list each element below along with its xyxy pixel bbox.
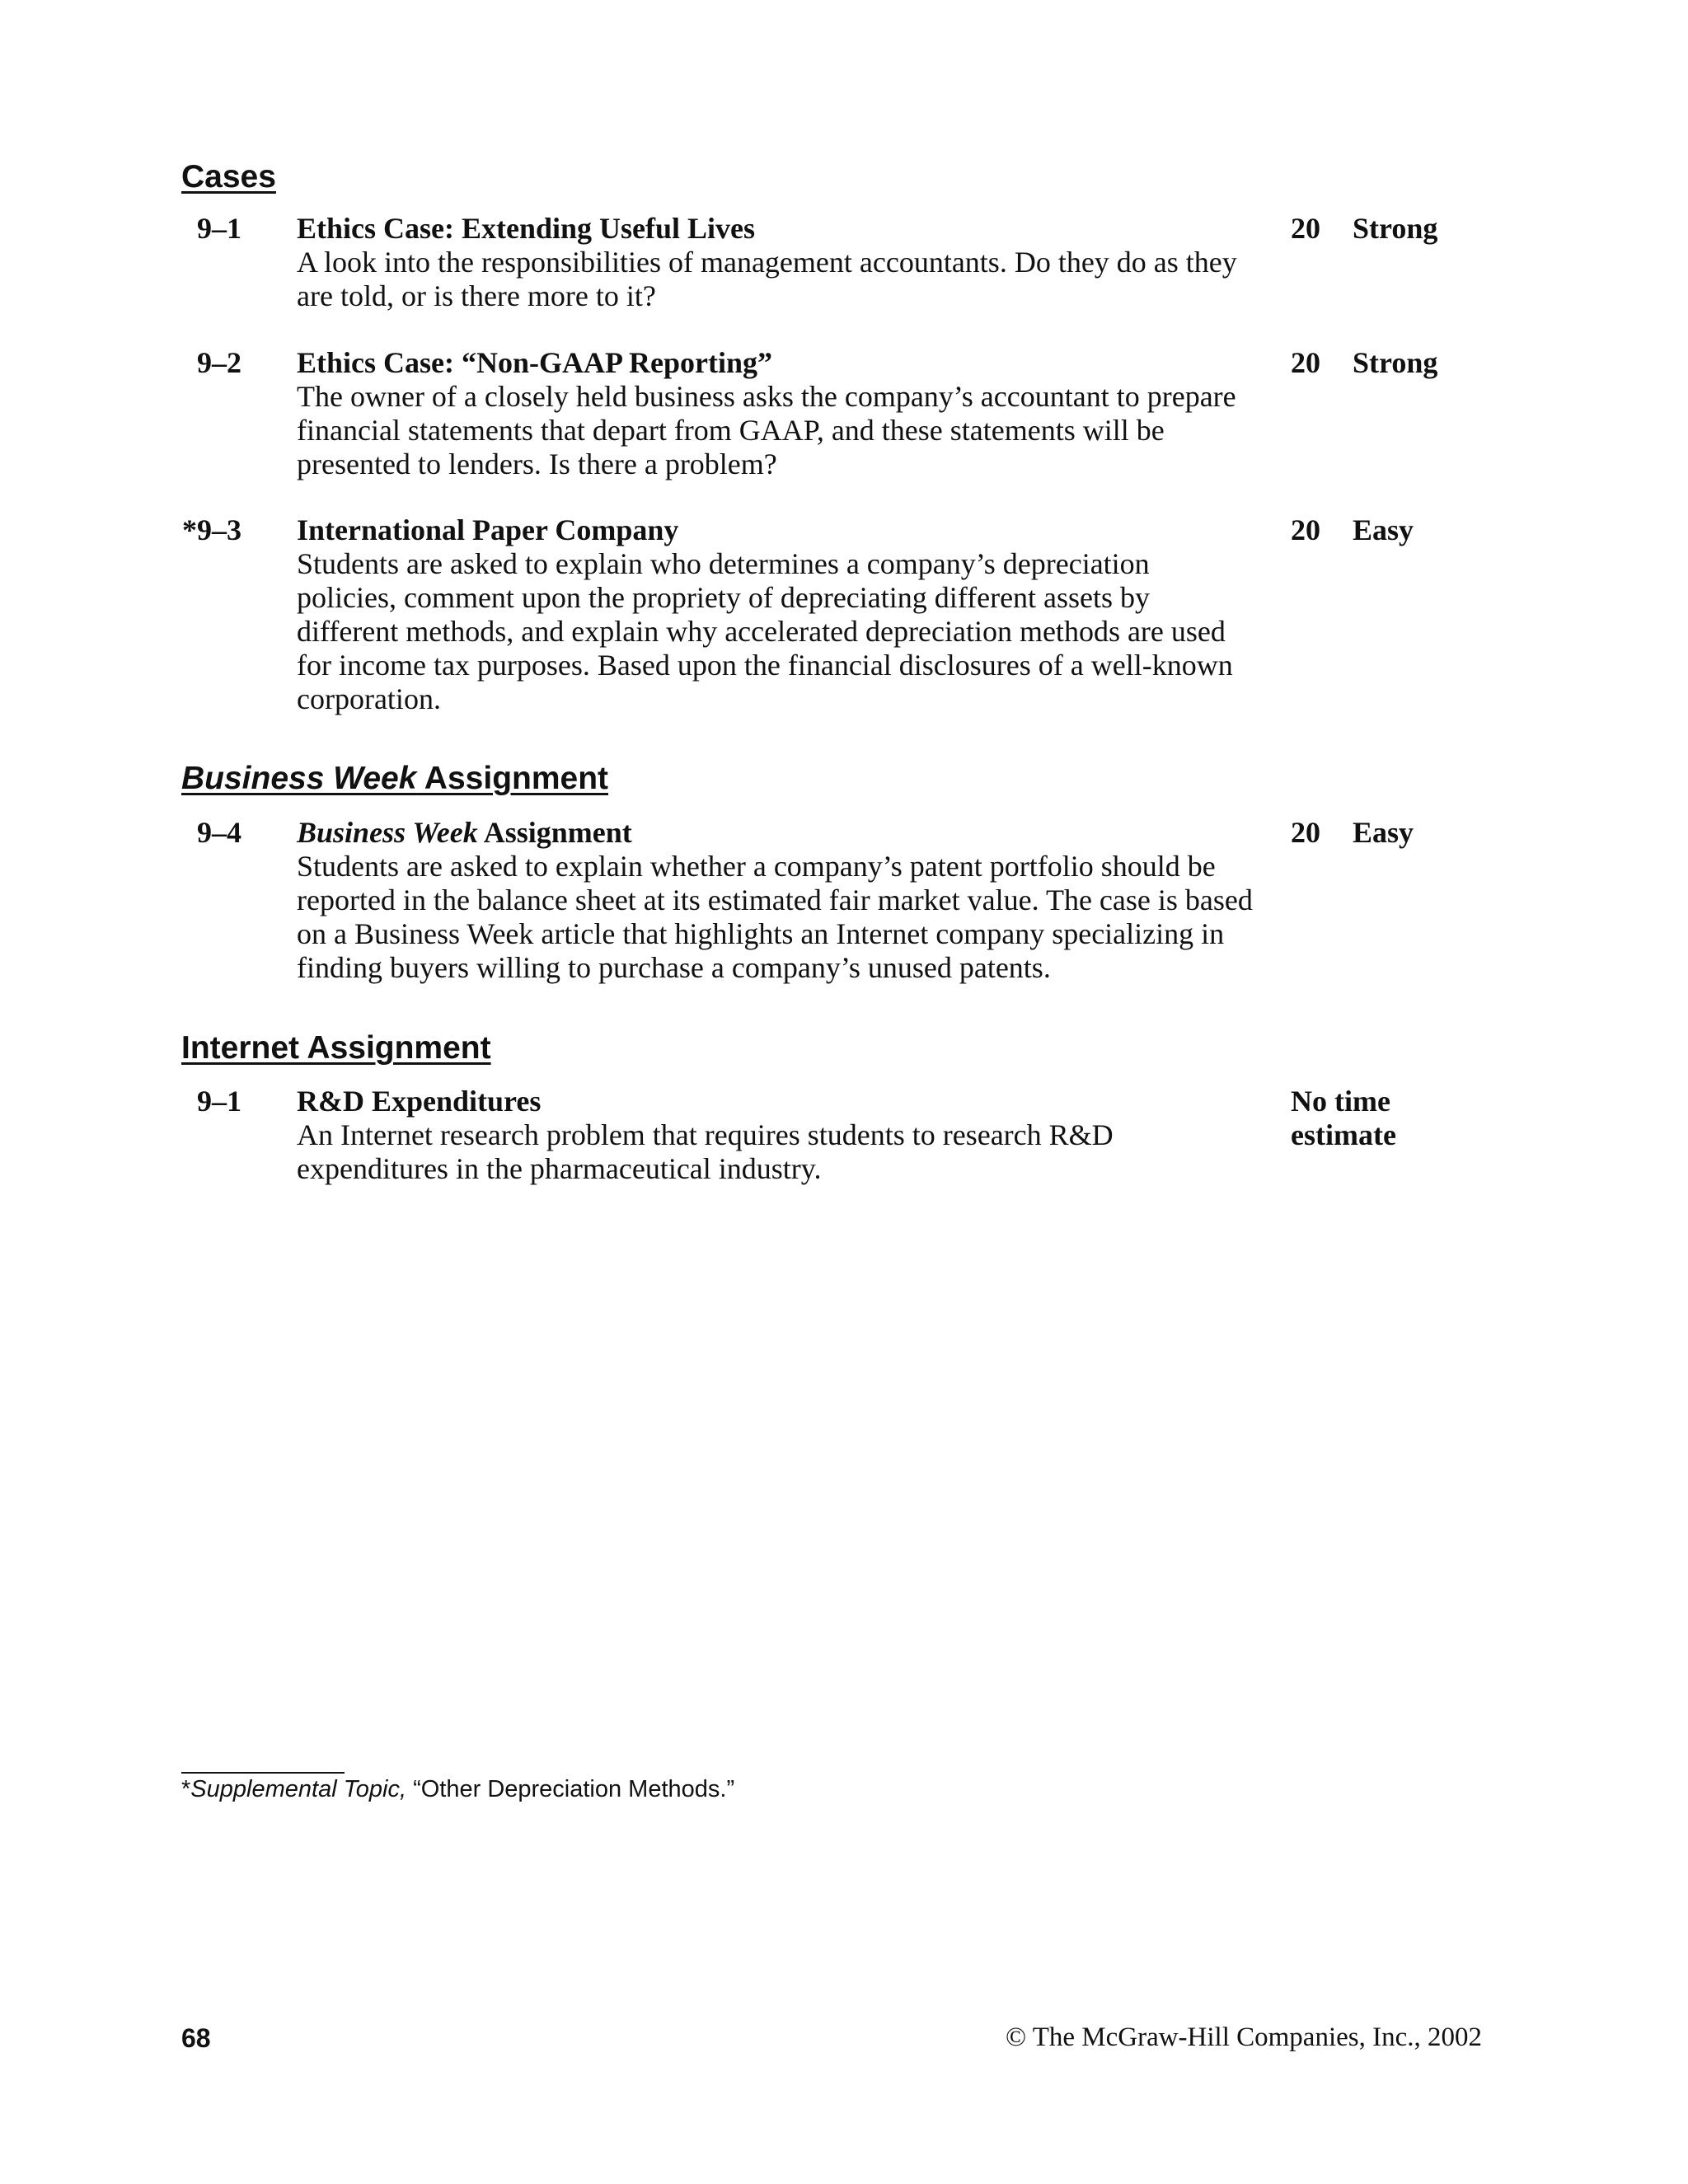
footnote-italic: Supplemental Topic, — [190, 1776, 407, 1802]
item-time: 20 — [1291, 346, 1320, 379]
item-time: 20 — [1291, 513, 1320, 546]
item-description: The owner of a closely held business asks the company’s accountant to prepare financial statements that depart from GAAP, and these statements will be presented to lenders. Is there a problem? — [297, 380, 1236, 480]
item-body — [297, 816, 1253, 985]
item-level: Easy — [1353, 816, 1414, 849]
section-heading-internet: Internet Assignment — [181, 1030, 491, 1066]
item-time: 20 — [1291, 212, 1320, 245]
item-body — [297, 212, 1253, 313]
footnote-marker: * — [181, 1776, 191, 1802]
item-title-rest: Assignment — [477, 816, 632, 849]
item-number: 9–1 — [197, 212, 241, 245]
item-time: 20 — [1291, 816, 1320, 849]
item-number: 9–2 — [197, 346, 241, 379]
item-level: Strong — [1353, 346, 1438, 379]
item-body — [297, 346, 1253, 481]
item-title-italic: Business Week — [297, 816, 478, 849]
section-heading-business-week — [181, 760, 608, 798]
item-number: 9–4 — [197, 816, 241, 849]
heading-rest: Assignment — [416, 761, 609, 796]
item-time-estimate: No time estimate — [1291, 1085, 1396, 1151]
item-number: *9–3 — [182, 513, 241, 546]
footnote-rest: “Other Depreciation Methods.” — [406, 1776, 735, 1802]
item-title: International Paper Company — [297, 513, 679, 546]
item-description: Students are asked to explain whether a company’s patent portfolio should be reported in the balance sheet at its estimated fair market value. The case is based on a Business Week article that highlights an Internet company specializing in finding buyers willing to purchase a company’s unused patents. — [297, 850, 1253, 984]
item-description: A look into the responsibilities of management accountants. Do they do as they are told, or is there more to it? — [297, 246, 1237, 312]
copyright: © The McGraw-Hill Companies, Inc., 2002 — [1005, 2022, 1482, 2052]
item-title: Ethics Case: “Non-GAAP Reporting” — [297, 346, 772, 379]
footnote — [181, 1774, 734, 1804]
item-title: R&D Expenditures — [297, 1085, 542, 1118]
footnote-rule — [181, 1772, 345, 1774]
item-description: An Internet research problem that requires students to research R&D expenditures in the pharmaceutical industry. — [297, 1118, 1114, 1185]
item-description: Students are asked to explain who determines a company’s depreciation policies, comment upon the propriety of depreciating different assets by different methods, and explain why accelerated depreciation methods are used for income tax purposes. Based upon the financial disclosures of a well-known corporation. — [297, 547, 1233, 715]
item-level: Easy — [1353, 513, 1414, 546]
heading-italic-part: Business Week — [181, 761, 417, 796]
section-heading-cases: Cases — [181, 159, 276, 194]
page-number: 68 — [181, 2023, 211, 2053]
item-level: Strong — [1353, 212, 1438, 245]
item-title: Ethics Case: Extending Useful Lives — [297, 212, 756, 245]
item-body — [297, 513, 1253, 716]
item-number: 9–1 — [197, 1085, 241, 1118]
item-body — [297, 1085, 1253, 1186]
item-title — [297, 816, 632, 849]
